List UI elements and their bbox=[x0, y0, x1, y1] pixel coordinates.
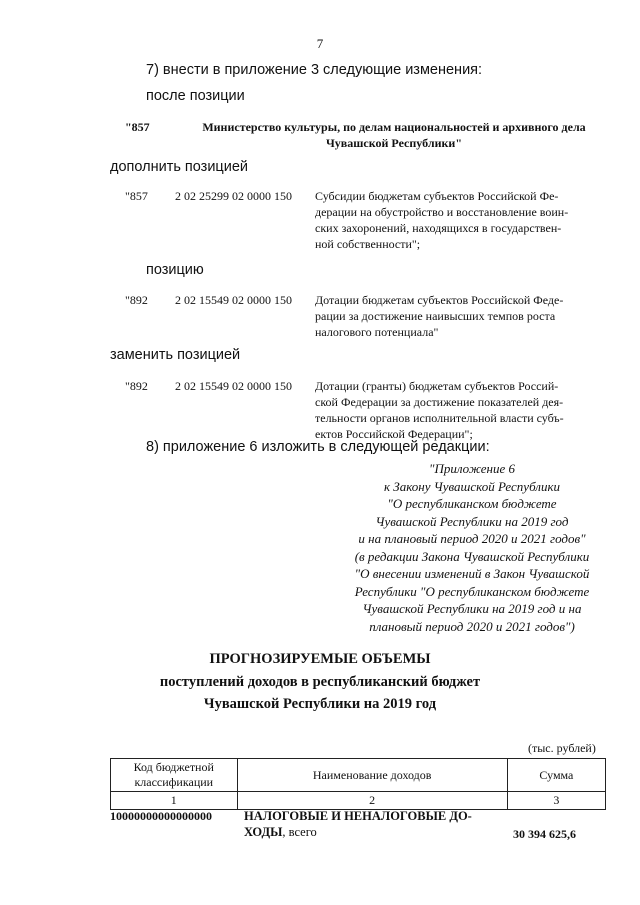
header-sum: Сумма bbox=[507, 759, 605, 792]
dotation-old-kbk: 2 02 15549 02 0000 150 bbox=[175, 293, 292, 307]
appendix-note-line: "О республиканском бюджете bbox=[387, 496, 557, 511]
appendix-note-line: плановый период 2020 и 2021 годов") bbox=[369, 618, 575, 634]
item-7-text: 7) внести в приложение 3 следующие изменения: bbox=[146, 62, 483, 78]
table-number-row bbox=[111, 792, 606, 810]
after-position-text: после позиции bbox=[146, 88, 245, 104]
total-sum: 30 394 625,6 bbox=[513, 827, 576, 841]
header-code: Код бюджетной классификации bbox=[111, 759, 238, 792]
ministry-name-line1: Министерство культуры, по делам национальностей и архивного дела bbox=[202, 120, 586, 134]
ministry-code: "857 bbox=[125, 120, 150, 134]
dotation-old-desc-line: налогового потенциала" bbox=[315, 325, 439, 339]
page-number: 7 bbox=[316, 36, 324, 51]
appendix-note-line: к Закону Чувашской Республики bbox=[383, 478, 561, 494]
revenue-table bbox=[110, 758, 606, 810]
dotation-old-description bbox=[315, 292, 595, 340]
dotation-old-desc-line: рации за достижение наивысших темпов роста bbox=[315, 309, 556, 323]
units-label: (тыс. рублей) bbox=[528, 741, 596, 755]
header-name: Наименование доходов bbox=[237, 759, 507, 792]
dotation-old-desc-line: Дотации бюджетам субъектов Российской Феде- bbox=[315, 293, 564, 307]
dotation-new-desc-line: ектов Российской Федерации"; bbox=[315, 427, 473, 441]
subsidy-desc-line: Субсидии бюджетам субъектов Российской Фе- bbox=[315, 189, 559, 203]
total-name-line1: НАЛОГОВЫЕ И НЕНАЛОГОВЫЕ ДО- bbox=[244, 809, 472, 823]
replace-position-text: заменить позицией bbox=[110, 347, 241, 363]
appendix-note-line: Чувашской Республики на 2019 год bbox=[375, 513, 569, 529]
appendix-note-line: "О внесении изменений в Закон Чувашской bbox=[354, 566, 590, 581]
column-number: 3 bbox=[507, 792, 605, 810]
dotation-new-description bbox=[315, 378, 595, 442]
subsidy-desc-line: ских захоронений, находящихся в государствен- bbox=[315, 221, 562, 235]
document-subtitle-year: Чувашской Республики на 2019 год bbox=[203, 696, 437, 712]
appendix-note-line: Республики "О республиканском бюджете bbox=[354, 583, 590, 599]
dotation-new-desc-line: ской Федерации за достижение показателей дея- bbox=[315, 395, 564, 409]
total-name-line2 bbox=[244, 824, 494, 840]
subsidy-description bbox=[315, 188, 595, 252]
ministry-name-line2: Чувашской Республики" bbox=[326, 136, 462, 150]
total-code: 10000000000000000 bbox=[110, 809, 212, 823]
dotation-new-kbk: 2 02 15549 02 0000 150 bbox=[175, 379, 292, 393]
column-number: 1 bbox=[111, 792, 238, 810]
subsidy-desc-line: дерации на обустройство и восстановление воин- bbox=[315, 205, 569, 219]
position-label: позицию bbox=[146, 262, 204, 278]
appendix-note-line: (в редакции Закона Чувашской Республики bbox=[354, 548, 590, 564]
appendix-note-line: и на плановый период 2020 и 2021 годов" bbox=[358, 531, 586, 546]
dotation-new-desc-line: тельности органов исполнительной власти субъ- bbox=[315, 411, 564, 425]
supplement-position-text: дополнить позицией bbox=[110, 159, 248, 175]
table-header-row bbox=[111, 759, 606, 792]
dotation-new-code: "892 bbox=[125, 379, 148, 393]
appendix-note-line: Чувашской Республики на 2019 год и на bbox=[362, 601, 582, 616]
subsidy-code: "857 bbox=[125, 189, 148, 203]
document-subtitle: поступлений доходов в республиканский бюджет bbox=[159, 674, 481, 690]
dotation-old-code: "892 bbox=[125, 293, 148, 307]
column-number: 2 bbox=[237, 792, 507, 810]
subsidy-kbk: 2 02 25299 02 0000 150 bbox=[175, 189, 292, 203]
dotation-new-desc-line: Дотации (гранты) бюджетам субъектов Россий- bbox=[315, 379, 559, 393]
appendix-note-line: "Приложение 6 bbox=[428, 461, 515, 476]
appendix-note bbox=[332, 460, 612, 635]
total-name-bold: ХОДЫ bbox=[244, 825, 283, 839]
document-title: ПРОГНОЗИРУЕМЫЕ ОБЪЕМЫ bbox=[209, 651, 431, 667]
total-name bbox=[244, 808, 494, 840]
total-name-rest: , всего bbox=[282, 825, 317, 839]
item-8-text: 8) приложение 6 изложить в следующей редакции: bbox=[146, 439, 490, 455]
subsidy-desc-line: ной собственности"; bbox=[315, 237, 421, 251]
